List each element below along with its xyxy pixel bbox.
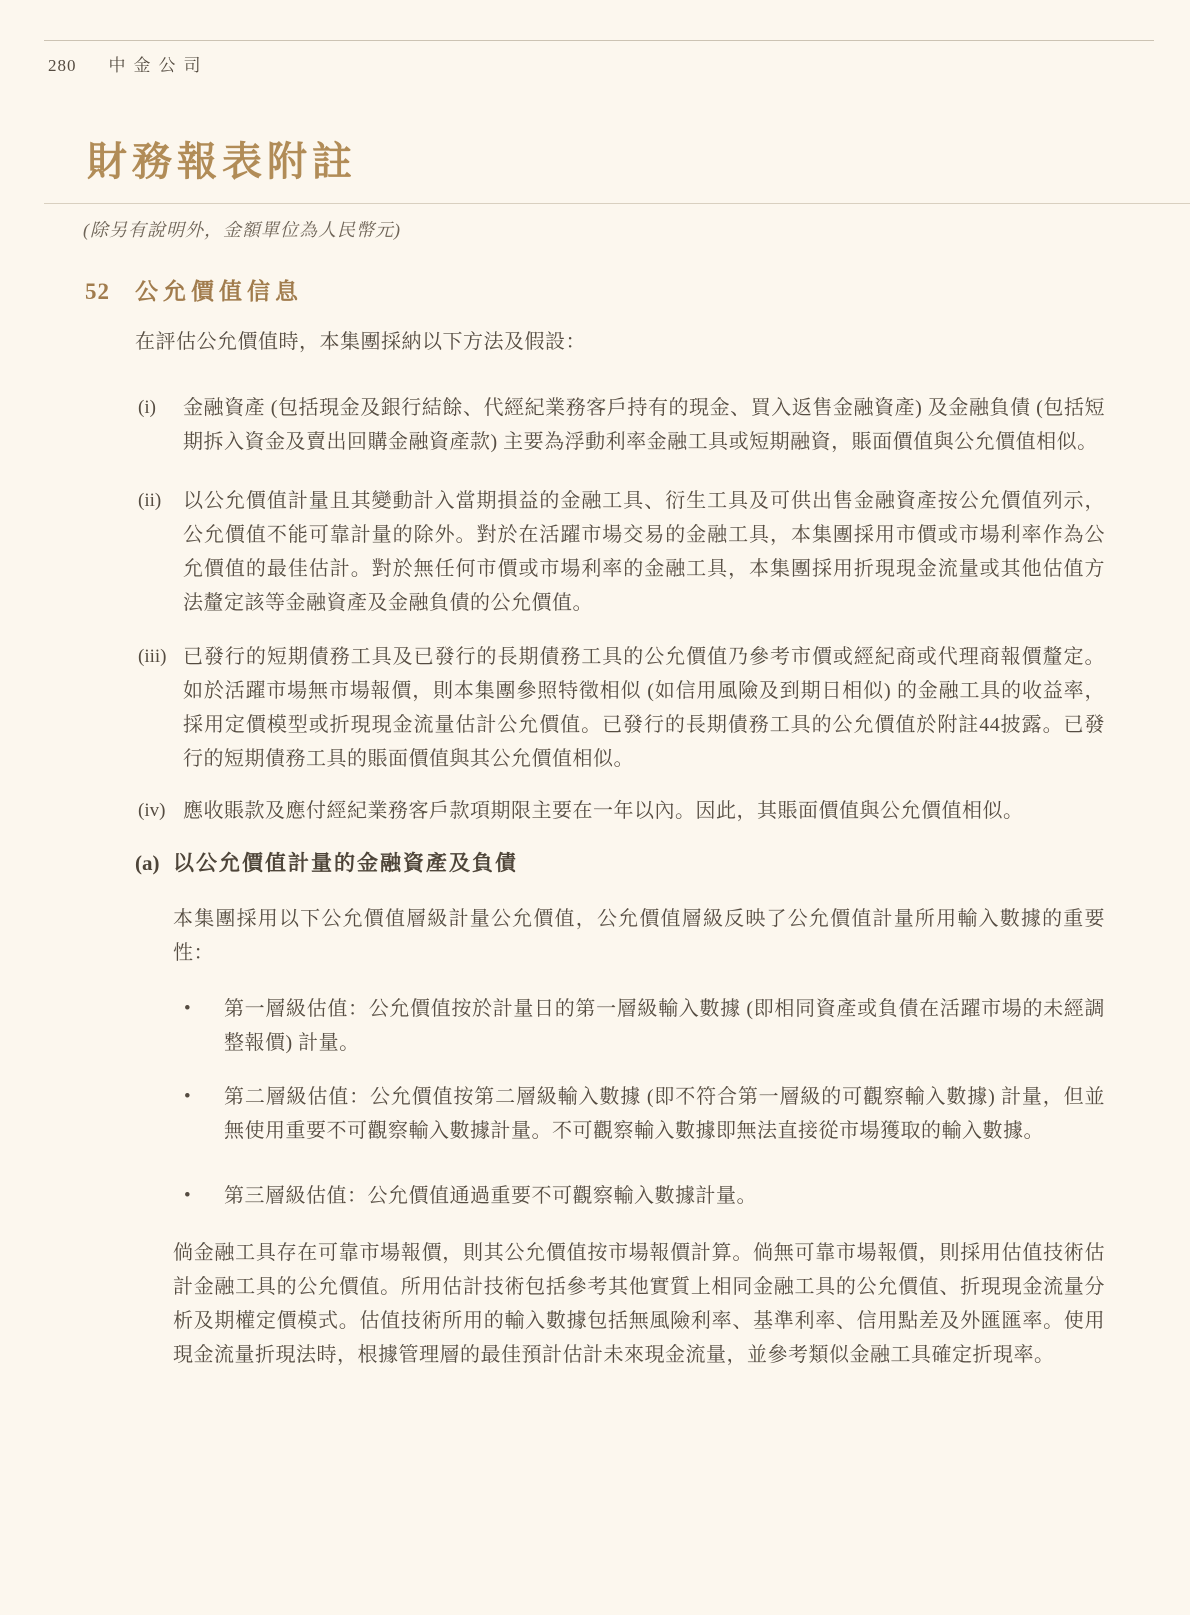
- list-item-iv: [138, 794, 1105, 828]
- company-name: 中金公司: [108, 56, 209, 75]
- list-item-iii-text: 已發行的短期債務工具及已發行的長期債務工具的公允價值乃參考市價或經紀商或代理商報價釐定。如於活躍市場無市場報價，則本集團參照特徵相似 (如信用風險及到期日相似) 的金融工具的收益率，採用定價模型或折現現金流量估計公允價值。已發行的長期債務工具的公允價值於附註44披露。已發行的短期債務工具的賬面價值與其公允價值相似。: [183, 646, 1105, 770]
- subsection-marker: (a): [135, 851, 160, 875]
- section-intro-paragraph: 在評估公允價值時，本集團採納以下方法及假設：: [135, 331, 586, 353]
- bullet-item-level1-text: 第一層級估值：公允價值按於計量日的第一層級輸入數據 (即相同資產或負債在活躍市場的未經調整報價) 計量。: [224, 998, 1105, 1054]
- currency-unit-note: (除另有說明外，金額單位為人民幣元): [83, 220, 401, 240]
- section-number: 52: [85, 279, 110, 304]
- list-item-iv-marker: (iv): [138, 800, 166, 821]
- subsection-closing-paragraph: 倘金融工具存在可靠市場報價，則其公允價值按市場報價計算。倘無可靠市場報價，則採用估值技術估計金融工具的公允價值。所用估計技術包括參考其他實質上相同金融工具的公允價值、折現現金流量分析及期權定價模式。估值技術所用的輸入數據包括無風險利率、基準利率、信用點差及外匯匯率。使用現金流量折現法時，根據管理層的最佳預計估計未來現金流量，並參考類似金融工具確定折現率。: [173, 1242, 1105, 1366]
- list-item-i-text: 金融資產 (包括現金及銀行結餘、代經紀業務客戶持有的現金、買入返售金融資產) 及金融負債 (包括短期拆入資金及賣出回購金融資產款) 主要為浮動利率金融工具或短期融資，賬面價值與公允價值相似。: [183, 397, 1105, 453]
- bullet-item-level1: [184, 992, 1105, 1060]
- list-item-ii-text: 以公允價值計量且其變動計入當期損益的金融工具、衍生工具及可供出售金融資產按公允價值列示，公允價值不能可靠計量的除外。對於在活躍市場交易的金融工具，本集團採用市價或市場利率作為公允價值的最佳估計。對於無任何市價或市場利率的金融工具，本集團採用折現現金流量或其他估值方法釐定該等金融資產及金融負債的公允價值。: [183, 490, 1105, 614]
- list-item-i: [138, 391, 1105, 459]
- bullet-icon: •: [184, 998, 191, 1019]
- list-item-iv-text: 應收賬款及應付經紀業務客戶款項期限主要在一年以內。因此，其賬面價值與公允價值相似。: [183, 800, 1024, 822]
- subsection-heading: [135, 848, 1105, 878]
- page-number: 280: [48, 56, 77, 75]
- bullet-item-level2: [184, 1080, 1105, 1148]
- list-item-ii-marker: (ii): [138, 490, 162, 511]
- subsection-title: 以公允價值計量的金融資產及負債: [173, 851, 518, 875]
- document-title: 財務報表附註: [87, 139, 357, 184]
- title-divider: [44, 203, 1190, 204]
- bullet-icon: •: [184, 1086, 191, 1107]
- list-item-i-marker: (i): [138, 397, 156, 418]
- section-title: 公允價值信息: [135, 279, 303, 304]
- header-divider: [44, 40, 1154, 41]
- bullet-item-level3-text: 第三層級估值：公允價值通過重要不可觀察輸入數據計量。: [224, 1185, 757, 1207]
- list-item-iii-marker: (iii): [138, 646, 167, 667]
- subsection-intro-paragraph: 本集團採用以下公允價值層級計量公允價值，公允價值層級反映了公允價值計量所用輸入數據的重要性：: [173, 908, 1105, 964]
- section-heading: [85, 277, 1105, 307]
- bullet-icon: •: [184, 1185, 191, 1206]
- bullet-item-level3: [184, 1179, 1105, 1213]
- page-header: [48, 51, 209, 76]
- list-item-iii: [138, 640, 1105, 776]
- main-content: [85, 277, 1105, 1372]
- bullet-item-level2-text: 第二層級估值：公允價值按第二層級輸入數據 (即不符合第一層級的可觀察輸入數據) 計量，但並無使用重要不可觀察輸入數據計量。不可觀察輸入數據即無法直接從市場獲取的輸入數據。: [224, 1086, 1105, 1142]
- list-item-ii: [138, 484, 1105, 620]
